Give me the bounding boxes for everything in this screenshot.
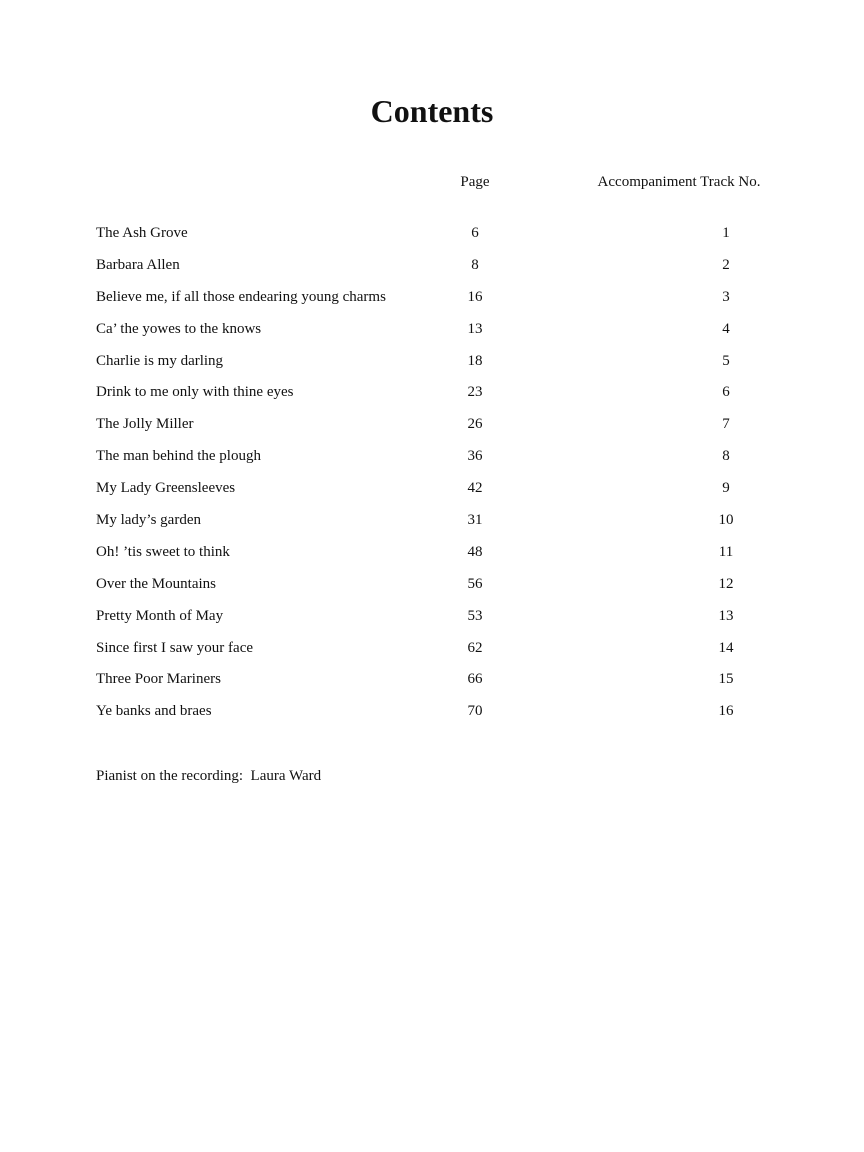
page-number: 62 xyxy=(467,639,483,656)
page-number: 13 xyxy=(467,320,483,337)
page-number: 36 xyxy=(467,448,483,465)
page-number: 53 xyxy=(467,607,483,624)
track-number: 3 xyxy=(722,288,730,305)
song-title: The man behind the plough xyxy=(96,448,261,465)
track-number: 8 xyxy=(722,448,730,465)
song-title: Over the Mountains xyxy=(96,575,216,592)
page-number: 26 xyxy=(467,416,483,433)
song-title: Believe me, if all those endearing young charms xyxy=(96,288,386,305)
page-number: 23 xyxy=(467,384,483,401)
contents-row xyxy=(0,222,864,254)
page-number: 6 xyxy=(471,225,479,241)
contents-row xyxy=(0,668,864,700)
track-number: 2 xyxy=(722,256,730,273)
song-title: Charlie is my darling xyxy=(96,352,224,369)
contents-row xyxy=(0,700,864,732)
page-number: 56 xyxy=(467,575,483,592)
track-number: 16 xyxy=(718,703,734,720)
song-title: My lady’s garden xyxy=(96,512,201,529)
song-title: The Jolly Miller xyxy=(96,416,194,433)
song-title: Ca’ the yowes to the knows xyxy=(96,320,262,337)
track-number: 15 xyxy=(718,671,734,688)
song-title: The Ash Grove xyxy=(96,225,188,241)
song-title: Barbara Allen xyxy=(96,256,180,273)
song-title: My Lady Greensleeves xyxy=(96,480,236,497)
track-number: 14 xyxy=(718,639,734,656)
contents-row xyxy=(0,605,864,637)
page-number: 66 xyxy=(467,671,483,688)
page-number: 8 xyxy=(471,256,479,273)
contents-row xyxy=(0,573,864,605)
column-header-page: Page xyxy=(460,174,490,190)
song-title: Ye banks and braes xyxy=(96,703,212,720)
song-title: Pretty Month of May xyxy=(96,607,224,624)
track-number: 9 xyxy=(722,480,730,497)
contents-row xyxy=(0,541,864,573)
track-number: 5 xyxy=(722,352,730,369)
track-number: 4 xyxy=(722,320,730,337)
contents-row xyxy=(0,318,864,350)
page-number: 16 xyxy=(467,288,483,305)
contents-row xyxy=(0,413,864,445)
contents-row xyxy=(0,509,864,541)
contents-row xyxy=(0,286,864,318)
track-number: 6 xyxy=(722,384,730,401)
page-number: 18 xyxy=(467,352,483,369)
track-number: 11 xyxy=(718,543,734,560)
contents-row xyxy=(0,445,864,477)
song-title: Oh! ’tis sweet to think xyxy=(96,543,230,560)
column-header-track: Accompaniment Track No. xyxy=(597,174,761,190)
track-number: 7 xyxy=(722,416,730,433)
contents-row xyxy=(0,381,864,413)
track-number: 1 xyxy=(722,225,730,241)
song-title: Three Poor Mariners xyxy=(96,671,221,688)
contents-row xyxy=(0,637,864,669)
page-number: 48 xyxy=(467,543,483,560)
contents-row xyxy=(0,477,864,509)
contents-list xyxy=(0,222,864,732)
page-number: 42 xyxy=(467,480,483,497)
page-number: 31 xyxy=(467,512,483,529)
song-title: Drink to me only with thine eyes xyxy=(96,384,294,401)
page-number: 70 xyxy=(467,703,483,720)
track-number: 13 xyxy=(718,607,734,624)
contents-row xyxy=(0,254,864,286)
track-number: 10 xyxy=(718,512,734,529)
pianist-credit: Pianist on the recording: Laura Ward xyxy=(96,768,322,784)
contents-row xyxy=(0,350,864,382)
track-number: 12 xyxy=(718,575,734,592)
song-title: Since first I saw your face xyxy=(96,639,254,656)
page-title: Contents xyxy=(370,93,494,129)
